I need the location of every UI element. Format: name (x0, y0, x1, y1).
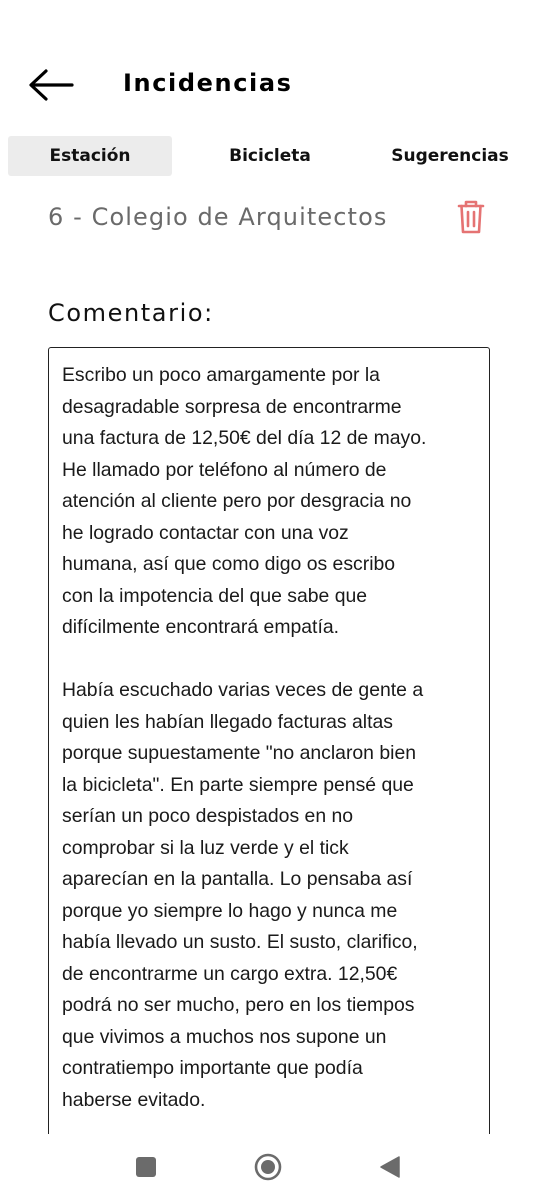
arrow-left-icon (26, 66, 76, 104)
comment-text (62, 360, 482, 1147)
station-name: 6 - Colegio de Arquitectos (48, 203, 388, 231)
page-title: Incidencias (123, 69, 293, 97)
system-back-button[interactable] (375, 1152, 405, 1182)
tab-estacion[interactable]: Estación (8, 136, 172, 176)
back-button[interactable] (26, 66, 76, 104)
home-button[interactable] (253, 1152, 283, 1182)
comment-textarea[interactable] (48, 347, 490, 1147)
triangle-back-icon (375, 1152, 405, 1182)
tab-bar (0, 136, 540, 176)
circle-home-icon (253, 1152, 283, 1182)
station-row (48, 196, 498, 240)
delete-button[interactable] (456, 198, 486, 236)
comment-label: Comentario: (48, 299, 214, 327)
trash-icon (456, 198, 486, 236)
square-icon (131, 1152, 161, 1182)
comment-paragraph: Escribo un poco amargamente por la desagradable sorpresa de encontrarme una factura de 12,50€ del día 12 de mayo. He llamado por teléfono al número de atención al cliente pero por desgracia no he logrado contactar con una voz humana, así que como digo os escribo con la impotencia del que sabe que difícilmente encontrará empatía. (62, 364, 427, 638)
app-header (0, 0, 540, 130)
recents-button[interactable] (131, 1152, 161, 1182)
tab-sugerencias[interactable]: Sugerencias (391, 146, 509, 166)
comment-paragraph: Había escuchado varias veces de gente a quien les habían llegado facturas altas porque supuestamente "no anclaron bien la bicicleta". En parte siempre pensé que serían un poco despistados en no comprobar si la luz verde y el tick aparecían en la pantalla. Lo pensaba así porque yo siempre lo hago y nunca me había llevado un susto. El susto, clarifico, de encontrarme un cargo extra. 12,50€ podrá no ser mucho, pero en los tiempos que vivimos a muchos nos supone un contratiempo importante que podía haberse evitado. (62, 679, 424, 1111)
system-navigation-bar (0, 1134, 540, 1200)
tab-bicicleta[interactable]: Bicicleta (229, 146, 311, 166)
